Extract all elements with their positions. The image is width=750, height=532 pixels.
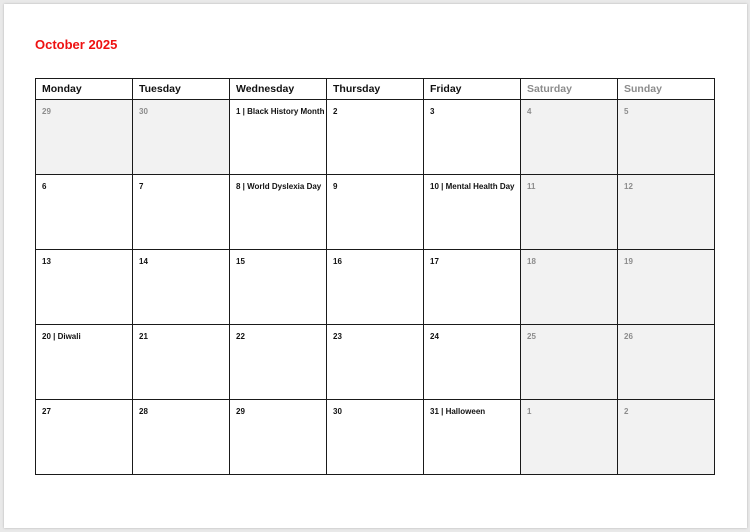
day-cell: [327, 100, 424, 175]
day-label: 18: [527, 257, 536, 266]
calendar-week-row: [36, 325, 715, 400]
day-cell: [618, 175, 715, 250]
day-cell: [133, 250, 230, 325]
document-page: [4, 4, 747, 528]
day-cell: [327, 400, 424, 475]
day-label: 30: [333, 407, 342, 416]
day-cell: [618, 250, 715, 325]
weekday-header-monday: Monday: [36, 79, 133, 100]
day-cell: [327, 325, 424, 400]
day-label: 1: [527, 407, 532, 416]
day-cell: [230, 325, 327, 400]
day-label: 17: [430, 257, 439, 266]
day-cell: [36, 250, 133, 325]
day-label: 24: [430, 332, 439, 341]
day-cell: [36, 400, 133, 475]
calendar-weeks: [36, 100, 715, 475]
day-label: 19: [624, 257, 633, 266]
day-label: 2: [333, 107, 338, 116]
day-label: 14: [139, 257, 148, 266]
day-cell: [424, 325, 521, 400]
day-cell: [133, 325, 230, 400]
day-cell: [133, 100, 230, 175]
day-label: 22: [236, 332, 245, 341]
day-cell: [230, 250, 327, 325]
day-cell: [36, 325, 133, 400]
calendar-grid: [35, 78, 715, 475]
day-label: 31 | Halloween: [430, 407, 486, 416]
calendar-title: October 2025: [35, 37, 118, 52]
day-cell: [230, 175, 327, 250]
day-label: 13: [42, 257, 51, 266]
day-label: 12: [624, 182, 633, 191]
day-cell: [521, 100, 618, 175]
day-cell: [327, 250, 424, 325]
day-cell: [133, 175, 230, 250]
day-label: 8 | World Dyslexia Day: [236, 182, 322, 191]
day-cell: [618, 400, 715, 475]
day-label: 30: [139, 107, 148, 116]
day-label: 6: [42, 182, 47, 191]
calendar-week-row: [36, 175, 715, 250]
weekday-header-row: [36, 79, 715, 100]
day-label: 28: [139, 407, 148, 416]
day-cell: [36, 175, 133, 250]
day-label: 11: [527, 182, 536, 191]
day-label: 15: [236, 257, 245, 266]
day-label: 5: [624, 107, 629, 116]
day-label: 29: [236, 407, 245, 416]
day-cell: [618, 100, 715, 175]
day-label: 20 | Diwali: [42, 332, 81, 341]
day-cell: [36, 100, 133, 175]
day-cell: [230, 100, 327, 175]
weekday-header-thursday: Thursday: [327, 79, 424, 100]
weekday-header-saturday: Saturday: [521, 79, 618, 100]
day-label: 23: [333, 332, 342, 341]
day-cell: [521, 250, 618, 325]
day-cell: [230, 400, 327, 475]
day-label: 9: [333, 182, 338, 191]
weekday-header-sunday: Sunday: [618, 79, 715, 100]
day-cell: [327, 175, 424, 250]
day-label: 25: [527, 332, 536, 341]
day-label: 4: [527, 107, 532, 116]
day-cell: [133, 400, 230, 475]
day-cell: [618, 325, 715, 400]
day-cell: [424, 100, 521, 175]
day-label: 29: [42, 107, 51, 116]
day-label: 21: [139, 332, 148, 341]
day-cell: [424, 250, 521, 325]
weekday-header-friday: Friday: [424, 79, 521, 100]
day-label: 2: [624, 407, 629, 416]
calendar-week-row: [36, 100, 715, 175]
day-label: 16: [333, 257, 342, 266]
weekday-header-tuesday: Tuesday: [133, 79, 230, 100]
day-label: 7: [139, 182, 144, 191]
day-cell: [521, 175, 618, 250]
day-label: 3: [430, 107, 435, 116]
day-label: 26: [624, 332, 633, 341]
day-label: 10 | Mental Health Day: [430, 182, 515, 191]
day-label: 27: [42, 407, 51, 416]
day-cell: [521, 325, 618, 400]
calendar-week-row: [36, 400, 715, 475]
day-cell: [424, 175, 521, 250]
day-label: 1 | Black History Month: [236, 107, 325, 116]
calendar-week-row: [36, 250, 715, 325]
weekday-header-wednesday: Wednesday: [230, 79, 327, 100]
day-cell: [424, 400, 521, 475]
day-cell: [521, 400, 618, 475]
